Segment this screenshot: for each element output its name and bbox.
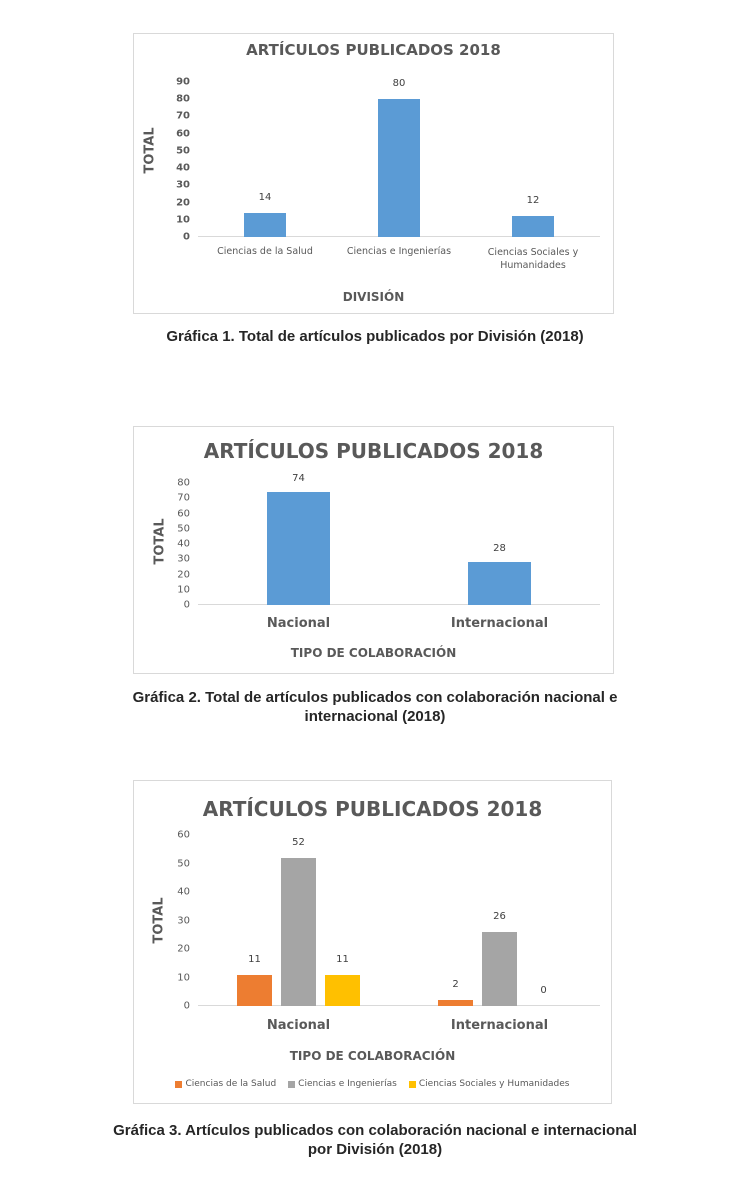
chart-2-category-1: Nacional: [266, 616, 331, 631]
y-tick-label: 0: [183, 599, 190, 611]
chart-3-caption-line2: por División (2018): [307, 1141, 443, 1158]
chart-1-category-1: Ciencias de la Salud: [217, 246, 313, 257]
bar-value-label: 0: [540, 985, 547, 996]
chart-1-category-3-line2: Humanidades: [500, 260, 566, 271]
chart-2-x-axis-label: TIPO DE COLABORACIÓN: [290, 646, 457, 660]
bar-value-label: 12: [526, 195, 540, 207]
y-tick-label: 30: [176, 179, 190, 191]
chart-3-title: ARTÍCULOS PUBLICADOS 2018: [202, 797, 543, 821]
bar-value-label: 2: [452, 979, 459, 991]
y-tick-label: 20: [177, 943, 190, 955]
legend-label-sociales: Ciencias Sociales y Humanidades: [418, 1079, 570, 1089]
chart-3-category-1: Nacional: [266, 1018, 331, 1033]
y-tick-label: 40: [176, 162, 190, 174]
chart-3-y-axis-label: TOTAL: [151, 897, 167, 944]
chart-1-caption: Gráfica 1. Total de artículos publicados por División (2018): [166, 328, 584, 345]
legend-swatch-ingenierias: [288, 1081, 295, 1088]
chart-2-category-2: Internacional: [450, 616, 549, 631]
bar-value-label: 80: [392, 78, 406, 90]
y-tick-label: 30: [177, 553, 190, 565]
y-tick-label: 0: [183, 231, 190, 243]
legend-item-ingenierias: [288, 1079, 397, 1089]
chart-1-y-axis-label: TOTAL: [142, 127, 158, 174]
legend-item-sociales: [409, 1079, 570, 1089]
y-tick-label: 90: [176, 76, 190, 88]
legend-label-salud: Ciencias de la Salud: [185, 1079, 277, 1089]
chart-3-caption: [0, 1121, 750, 1159]
bar: [378, 99, 420, 237]
chart-2-caption-line2: internacional (2018): [304, 708, 446, 725]
y-tick-label: 70: [177, 492, 190, 504]
bar: [482, 932, 517, 1006]
y-tick-label: 10: [177, 972, 190, 983]
y-tick-label: 60: [177, 829, 190, 841]
chart-2-title: ARTÍCULOS PUBLICADOS 2018: [203, 439, 544, 463]
chart-1-title: ARTÍCULOS PUBLICADOS 2018: [246, 41, 501, 59]
chart-2-x-axis: [198, 604, 600, 605]
y-tick-label: 50: [177, 523, 190, 535]
y-tick-label: 80: [177, 477, 190, 489]
legend-label-ingenierias: Ciencias e Ingenierías: [298, 1079, 397, 1089]
chart-1-plot-area: [198, 78, 600, 237]
legend-item-salud: [175, 1079, 276, 1089]
chart-1-x-axis-label: DIVISIÓN: [342, 290, 405, 304]
chart-2-y-axis-label: TOTAL: [152, 518, 168, 565]
chart-2-caption: [0, 688, 750, 726]
bar: [438, 1000, 473, 1006]
y-tick-label: 20: [177, 569, 190, 580]
legend-swatch-salud: [175, 1081, 182, 1088]
y-tick-label: 20: [176, 197, 190, 209]
bar-value-label: 74: [292, 473, 305, 485]
y-tick-label: 70: [176, 110, 190, 122]
y-tick-label: 60: [177, 508, 190, 519]
chart-1-category-3: [466, 246, 600, 272]
y-tick-label: 80: [176, 93, 190, 105]
y-tick-label: 50: [176, 145, 190, 157]
bar-value-label: 14: [258, 191, 272, 203]
y-tick-label: 30: [177, 915, 190, 926]
legend-swatch-sociales: [409, 1081, 416, 1088]
y-tick-label: 10: [176, 214, 190, 226]
chart-2: [133, 426, 614, 674]
chart-3-x-axis-label: TIPO DE COLABORACIÓN: [289, 1049, 456, 1063]
y-tick-label: 10: [177, 584, 190, 596]
bar: [267, 492, 330, 605]
bar-value-label: 11: [336, 953, 349, 965]
y-tick-label: 60: [176, 128, 190, 140]
bar: [237, 975, 272, 1006]
bar: [244, 213, 286, 237]
chart-3-plot-area: [198, 835, 600, 1006]
chart-2-plot-area: [198, 473, 600, 605]
chart-3-caption-line1: Gráfica 3. Artículos publicados con colaboración nacional e internacional: [113, 1122, 637, 1139]
chart-3: [133, 780, 612, 1104]
bar: [468, 562, 531, 605]
chart-2-caption-line1: Gráfica 2. Total de artículos publicados con colaboración nacional e: [132, 689, 618, 706]
chart-1-category-3-line1: Ciencias Sociales y: [487, 247, 579, 258]
bar: [512, 216, 554, 237]
y-tick-label: 40: [177, 886, 190, 898]
chart-1-category-2: Ciencias e Ingenierías: [346, 246, 452, 257]
bar-value-label: 52: [292, 836, 305, 848]
bar-value-label: 11: [248, 953, 261, 965]
bar-value-label: 28: [493, 543, 506, 555]
chart-1: [133, 33, 614, 314]
y-tick-label: 50: [177, 858, 190, 869]
chart-3-legend: [134, 1079, 611, 1089]
y-tick-label: 0: [183, 1000, 190, 1012]
y-tick-label: 40: [177, 538, 190, 550]
chart-3-category-2: Internacional: [450, 1018, 549, 1033]
bar: [325, 975, 360, 1006]
bar: [281, 858, 316, 1006]
bar-value-label: 26: [493, 910, 506, 922]
